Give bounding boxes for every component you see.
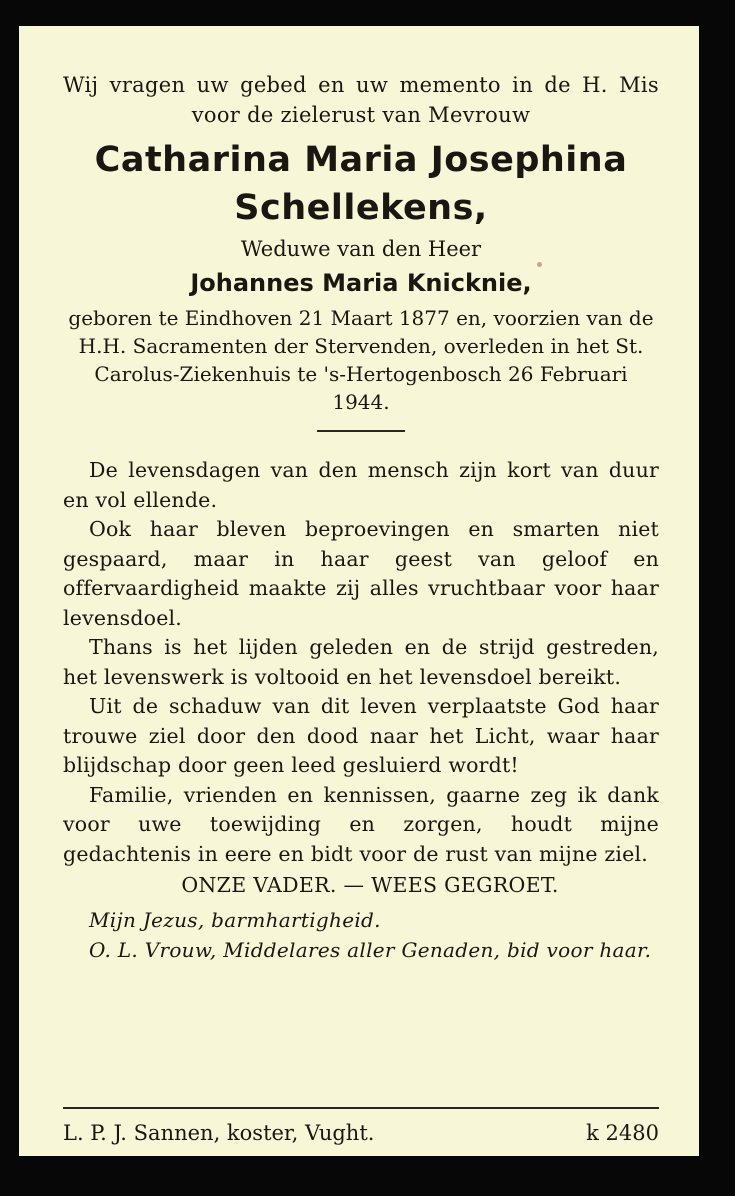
paragraph: De levensdagen van den mensch zijn kort van duur en vol ellende. <box>63 458 659 512</box>
card-content <box>63 70 659 965</box>
paragraph: Familie, vrienden en kennissen, gaarne zeg ik dank voor uwe toewijding en zorgen, houdt mijne gedachtenis in eere en bidt voor de rust van mijne ziel. <box>63 782 659 866</box>
printer-credit: L. P. J. Sannen, koster, Vught. <box>63 1121 375 1145</box>
intro-text: Wij vragen uw gebed en uw memento in de H. Mis voor de zielerust van Mevrouw <box>63 73 659 127</box>
invocation-mary: O. L. Vrouw, Middelares aller Genaden, bid voor haar. <box>89 937 652 962</box>
deceased-name-line1: Catharina Maria Josephina <box>94 140 628 180</box>
card-code: k 2480 <box>586 1121 659 1145</box>
paragraph: Thans is het lijden geleden en de strijd gestreden, het levenswerk is voltooid en het levensdoel bereikt. <box>63 635 659 689</box>
husband-name: Johannes Maria Knicknie, <box>190 269 532 297</box>
divider <box>317 430 405 432</box>
prayer-line: ONZE VADER. — WEES GEGROET. <box>181 873 559 897</box>
memorial-card <box>19 26 699 1156</box>
paragraph: Ook haar bleven beproevingen en smarten niet gespaard, maar in haar geest van geloof en offervaardigheid maakte zij alles vruchtbaar voor haar levensdoel. <box>63 517 659 630</box>
invocation-jesus: Mijn Jezus, barmhartigheid. <box>89 907 381 932</box>
footer <box>63 1119 659 1147</box>
deceased-name-line2: Schellekens, <box>234 188 488 228</box>
body-text <box>63 456 659 869</box>
paragraph: Uit de schaduw van dit leven verplaatste God haar trouwe ziel door den dood naar het Licht, waar haar blijdschap door geen leed gesluierd wordt! <box>63 694 659 777</box>
footer-divider <box>63 1107 659 1109</box>
bio-text: geboren te Eindhoven 21 Maart 1877 en, voorzien van de H.H. Sacramenten der Stervenden, overleden in het St. Carolus-Ziekenhuis te 's-Hertogenbosch 26 Februari 1944. <box>68 306 654 414</box>
widow-line: Weduwe van den Heer <box>240 237 482 261</box>
